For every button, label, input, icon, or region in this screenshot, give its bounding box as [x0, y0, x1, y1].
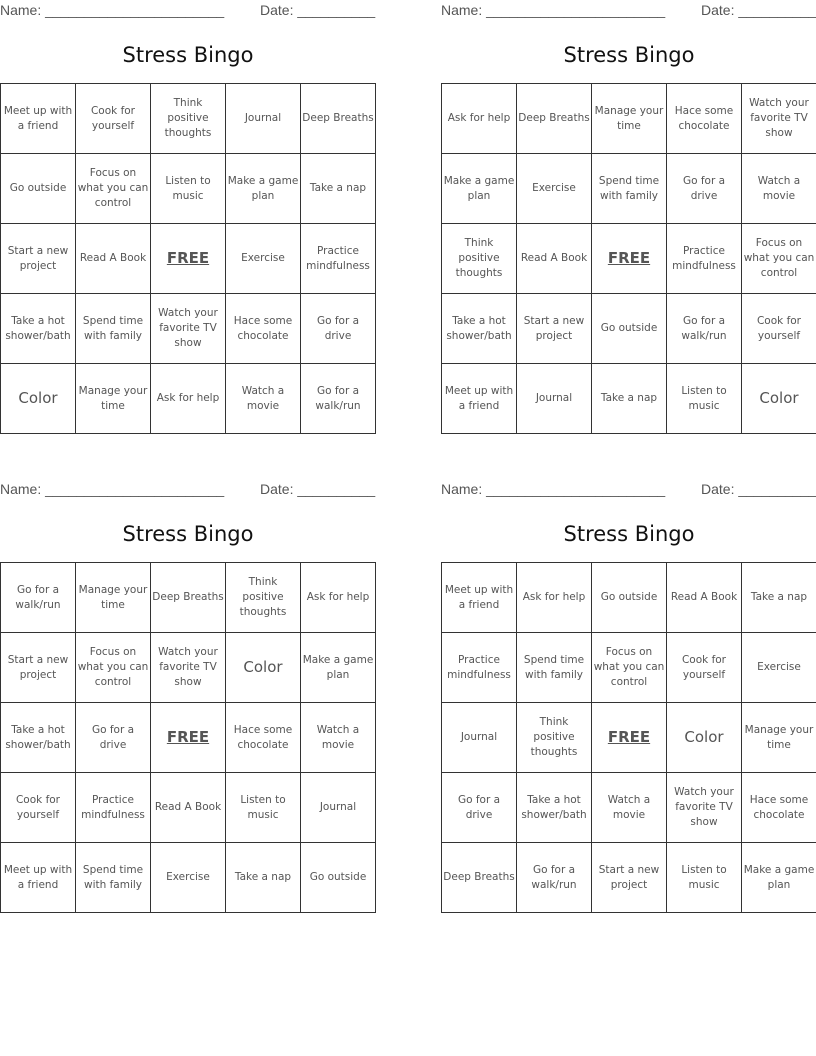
bingo-cell[interactable]: Deep Breaths [517, 84, 592, 154]
bingo-cell[interactable]: Manage your time [742, 703, 816, 773]
bingo-cell[interactable]: Make a game plan [226, 154, 301, 224]
bingo-cell[interactable]: Meet up with a friend [1, 843, 76, 913]
bingo-cell[interactable]: Go for a drive [301, 294, 376, 364]
card-title: Stress Bingo [563, 43, 695, 67]
bingo-cell[interactable]: Ask for help [151, 364, 226, 434]
bingo-cell[interactable]: Make a game plan [442, 154, 517, 224]
bingo-cell[interactable]: Take a nap [301, 154, 376, 224]
bingo-cell[interactable]: Take a nap [742, 563, 816, 633]
bingo-cell[interactable]: Focus on what you can control [742, 224, 816, 294]
bingo-cell[interactable]: Deep Breaths [151, 563, 226, 633]
name-field[interactable]: Name: _______________________ [0, 481, 225, 497]
bingo-cell[interactable]: Take a hot shower/bath [1, 294, 76, 364]
bingo-cell[interactable]: Go outside [301, 843, 376, 913]
bingo-cell[interactable]: Start a new project [517, 294, 592, 364]
date-field[interactable]: Date: __________ [701, 481, 816, 497]
bingo-cell[interactable]: Spend time with family [76, 843, 151, 913]
bingo-cell[interactable]: Read A Book [667, 563, 742, 633]
bingo-cell[interactable]: Meet up with a friend [442, 364, 517, 434]
card-title: Stress Bingo [122, 522, 254, 546]
bingo-cell[interactable]: Take a hot shower/bath [517, 773, 592, 843]
bingo-cell[interactable]: Focus on what you can control [76, 633, 151, 703]
free-space[interactable]: FREE [592, 224, 667, 294]
bingo-card-2 [441, 0, 816, 440]
bingo-cell[interactable]: Think positive thoughts [151, 84, 226, 154]
free-space[interactable]: FREE [151, 703, 226, 773]
bingo-cell[interactable]: Watch a movie [226, 364, 301, 434]
bingo-cell[interactable]: Hace some chocolate [226, 703, 301, 773]
bingo-cell[interactable]: Practice mindfulness [301, 224, 376, 294]
bingo-cell[interactable]: Think positive thoughts [517, 703, 592, 773]
bingo-cell[interactable]: Watch a movie [592, 773, 667, 843]
bingo-cell[interactable]: Practice mindfulness [76, 773, 151, 843]
bingo-cell[interactable]: Journal [301, 773, 376, 843]
bingo-cell[interactable]: Take a hot shower/bath [442, 294, 517, 364]
bingo-cell[interactable]: Deep Breaths [442, 843, 517, 913]
bingo-cell[interactable]: Start a new project [1, 224, 76, 294]
bingo-grid [0, 562, 376, 913]
bingo-cell[interactable]: Go outside [592, 294, 667, 364]
bingo-cell[interactable]: Meet up with a friend [1, 84, 76, 154]
bingo-cell[interactable]: Take a nap [226, 843, 301, 913]
bingo-cell[interactable]: Exercise [151, 843, 226, 913]
date-field[interactable]: Date: __________ [260, 481, 376, 497]
bingo-cell[interactable]: Manage your time [592, 84, 667, 154]
bingo-cell[interactable]: Watch a movie [742, 154, 816, 224]
bingo-grid [441, 562, 816, 913]
bingo-cell[interactable]: Manage your time [76, 364, 151, 434]
bingo-cell[interactable]: Listen to music [667, 843, 742, 913]
bingo-cell[interactable]: Cook for yourself [76, 84, 151, 154]
bingo-cell[interactable]: Meet up with a friend [442, 563, 517, 633]
bingo-cell[interactable]: Read A Book [76, 224, 151, 294]
bingo-cell[interactable]: Cook for yourself [667, 633, 742, 703]
bingo-cell[interactable]: Go outside [592, 563, 667, 633]
bingo-cell[interactable]: Read A Book [517, 224, 592, 294]
bingo-cell[interactable]: Read A Book [151, 773, 226, 843]
bingo-cell[interactable]: Practice mindfulness [667, 224, 742, 294]
bingo-cell[interactable]: Deep Breaths [301, 84, 376, 154]
bingo-cell[interactable]: Think positive thoughts [226, 563, 301, 633]
bingo-cell[interactable]: Cook for yourself [1, 773, 76, 843]
bingo-cell[interactable]: Start a new project [592, 843, 667, 913]
bingo-cell[interactable]: Listen to music [151, 154, 226, 224]
bingo-cell[interactable]: Ask for help [442, 84, 517, 154]
bingo-cell[interactable]: Go for a drive [667, 154, 742, 224]
bingo-cell[interactable]: Color [667, 703, 742, 773]
bingo-cell[interactable]: Practice mindfulness [442, 633, 517, 703]
bingo-cell[interactable]: Exercise [517, 154, 592, 224]
bingo-cell[interactable]: Watch your favorite TV show [742, 84, 816, 154]
bingo-cell[interactable]: Hace some chocolate [226, 294, 301, 364]
bingo-cell[interactable]: Exercise [226, 224, 301, 294]
bingo-cell[interactable]: Ask for help [301, 563, 376, 633]
card-title: Stress Bingo [122, 43, 254, 67]
bingo-cell[interactable]: Listen to music [667, 364, 742, 434]
date-field[interactable]: Date: __________ [260, 2, 376, 18]
bingo-cell[interactable]: Go outside [1, 154, 76, 224]
bingo-cell[interactable]: Go for a walk/run [517, 843, 592, 913]
bingo-cell[interactable]: Spend time with family [517, 633, 592, 703]
bingo-cell[interactable]: Listen to music [226, 773, 301, 843]
card-title: Stress Bingo [563, 522, 695, 546]
free-space[interactable]: FREE [592, 703, 667, 773]
name-field[interactable]: Name: _______________________ [441, 481, 666, 497]
bingo-cell[interactable]: Watch your favorite TV show [151, 294, 226, 364]
bingo-cell[interactable]: Take a nap [592, 364, 667, 434]
bingo-cell[interactable]: Manage your time [76, 563, 151, 633]
bingo-cell[interactable]: Color [1, 364, 76, 434]
bingo-cell[interactable]: Go for a walk/run [301, 364, 376, 434]
bingo-cell[interactable]: Journal [442, 703, 517, 773]
bingo-card-3 [0, 479, 376, 919]
date-field[interactable]: Date: __________ [701, 2, 816, 18]
bingo-grid [441, 83, 816, 434]
bingo-cell[interactable]: Go for a walk/run [1, 563, 76, 633]
bingo-cell[interactable]: Watch your favorite TV show [151, 633, 226, 703]
bingo-cell[interactable]: Cook for yourself [742, 294, 816, 364]
bingo-card-4 [441, 479, 816, 919]
bingo-cell[interactable]: Spend time with family [76, 294, 151, 364]
bingo-cell[interactable]: Start a new project [1, 633, 76, 703]
bingo-cell[interactable]: Watch your favorite TV show [667, 773, 742, 843]
name-field[interactable]: Name: _______________________ [0, 2, 225, 18]
bingo-cell[interactable]: Journal [226, 84, 301, 154]
bingo-cell[interactable]: Hace some chocolate [742, 773, 816, 843]
bingo-cell[interactable]: Watch a movie [301, 703, 376, 773]
bingo-cell[interactable]: Exercise [742, 633, 816, 703]
bingo-cell[interactable]: Focus on what you can control [592, 633, 667, 703]
bingo-cell[interactable]: Make a game plan [301, 633, 376, 703]
bingo-card-1 [0, 0, 376, 440]
bingo-cell[interactable]: Go for a drive [442, 773, 517, 843]
bingo-cell[interactable]: Go for a drive [76, 703, 151, 773]
bingo-cell[interactable]: Color [742, 364, 816, 434]
bingo-cell[interactable]: Spend time with family [592, 154, 667, 224]
bingo-cell[interactable]: Journal [517, 364, 592, 434]
bingo-cell[interactable]: Take a hot shower/bath [1, 703, 76, 773]
bingo-cell[interactable]: Color [226, 633, 301, 703]
bingo-cell[interactable]: Go for a walk/run [667, 294, 742, 364]
bingo-cell[interactable]: Hace some chocolate [667, 84, 742, 154]
bingo-grid [0, 83, 376, 434]
name-field[interactable]: Name: _______________________ [441, 2, 666, 18]
free-space[interactable]: FREE [151, 224, 226, 294]
bingo-cell[interactable]: Focus on what you can control [76, 154, 151, 224]
bingo-cell[interactable]: Think positive thoughts [442, 224, 517, 294]
bingo-cell[interactable]: Ask for help [517, 563, 592, 633]
bingo-cell[interactable]: Make a game plan [742, 843, 816, 913]
